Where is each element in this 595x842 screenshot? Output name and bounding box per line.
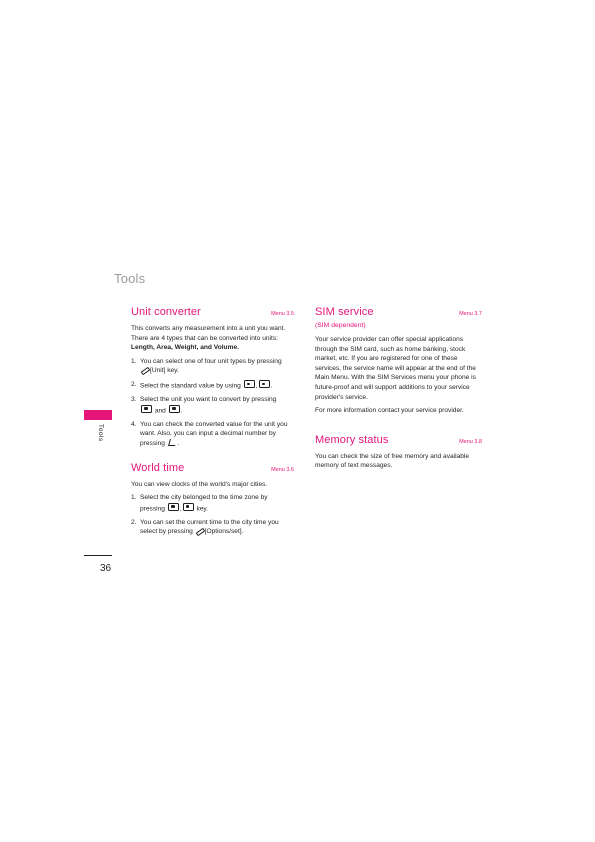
left-soft-key-icon bbox=[195, 527, 203, 534]
section-world-time bbox=[131, 462, 294, 537]
list-item bbox=[131, 395, 294, 416]
step-text: You can set the current time to the city time you select by pressing bbox=[140, 518, 279, 536]
page-number-rule bbox=[84, 555, 112, 556]
ok-key-icon bbox=[168, 439, 177, 446]
side-tab-label: Tools bbox=[97, 424, 104, 442]
step-text-cont: . bbox=[177, 439, 180, 447]
step-text: You can select one of four unit types by pressing bbox=[140, 357, 282, 365]
step-text: You can check the converted value for the unit you want. Also, you can input a decimal number by pressing bbox=[140, 420, 288, 447]
body-text: Your service provider can offer special applications through the SIM card, such as home banking, stock market, etc. If you are registered for one of these services, the service name will appear at the end of the Main Menu. With the SIM Services menu your phone is future-proof and will support additions to your service provider's service. bbox=[315, 336, 476, 401]
step-number: 1. bbox=[131, 494, 137, 502]
step-number: 2. bbox=[131, 380, 137, 388]
list-item: 1. Select the city belonged to the time zone by pressing , key. bbox=[131, 494, 268, 513]
navigation-key-icon bbox=[169, 405, 180, 414]
intro-text: You can view clocks of the world's major cities. bbox=[131, 480, 268, 488]
navigation-key-icon bbox=[244, 380, 255, 389]
intro-sentence: This converts any measurement into a unit you want. There are 4 types that can be converted into units: bbox=[131, 325, 286, 342]
section-header bbox=[131, 462, 294, 474]
body-text: You can check the size of free memory and available memory of text messages. bbox=[315, 452, 470, 470]
chapter-title: Tools bbox=[114, 271, 146, 286]
section-header bbox=[315, 434, 482, 446]
step-number: 3. bbox=[131, 396, 137, 404]
step-text: Select the standard value by using bbox=[140, 382, 241, 390]
list-item bbox=[131, 420, 294, 449]
steps-list bbox=[131, 357, 294, 449]
navigation-key-icon bbox=[141, 405, 152, 414]
step-number: 4. bbox=[131, 420, 137, 428]
side-tab-marker bbox=[84, 410, 112, 420]
step-number: 1. bbox=[131, 357, 137, 365]
step-text: Select the city belonged to the time zone by pressing bbox=[140, 494, 268, 513]
step-number: 2. bbox=[131, 518, 137, 526]
step-text-cont: and bbox=[154, 407, 166, 415]
step-text-cont: [Options/set]. bbox=[204, 528, 244, 536]
list-item bbox=[131, 518, 294, 537]
section-title: Unit converter bbox=[131, 306, 201, 318]
body-text: For more information contact your service provider. bbox=[315, 407, 464, 415]
section-header bbox=[131, 306, 294, 318]
section-header bbox=[315, 306, 482, 318]
left-soft-key-icon bbox=[140, 366, 148, 373]
menu-number: Menu 3.7 bbox=[459, 311, 482, 317]
step-text-cont: . bbox=[270, 382, 273, 390]
right-column bbox=[315, 306, 482, 484]
step-text-cont: key. bbox=[196, 505, 209, 513]
unit-types: Length, Area, Weight, and Volume. bbox=[131, 344, 239, 352]
section-sim-service bbox=[315, 306, 482, 416]
intro-text bbox=[131, 324, 294, 353]
menu-number: Menu 3.5 bbox=[271, 311, 294, 317]
navigation-key-icon bbox=[168, 503, 179, 512]
step-text-end: . bbox=[180, 407, 183, 415]
left-column bbox=[131, 306, 294, 550]
section-unit-converter bbox=[131, 306, 294, 449]
section-title: World time bbox=[131, 461, 185, 474]
section-title: Memory status bbox=[315, 433, 389, 446]
list-item: 2. Select the standard value by using , . bbox=[131, 380, 273, 390]
section-memory-status bbox=[315, 434, 482, 471]
section-subtitle: (SIM dependent) bbox=[315, 322, 366, 329]
page-number: 36 bbox=[100, 563, 112, 574]
steps-list bbox=[131, 493, 294, 537]
navigation-key-icon bbox=[259, 380, 270, 389]
step-text: Select the unit you want to convert by pressing bbox=[140, 396, 277, 404]
menu-number: Menu 3.6 bbox=[271, 466, 294, 473]
step-text-cont: [Unit] key. bbox=[150, 367, 179, 375]
list-item bbox=[131, 357, 294, 376]
menu-number: Menu 3.8 bbox=[459, 438, 482, 445]
navigation-key-icon bbox=[183, 503, 194, 512]
section-title: SIM service bbox=[315, 306, 374, 318]
